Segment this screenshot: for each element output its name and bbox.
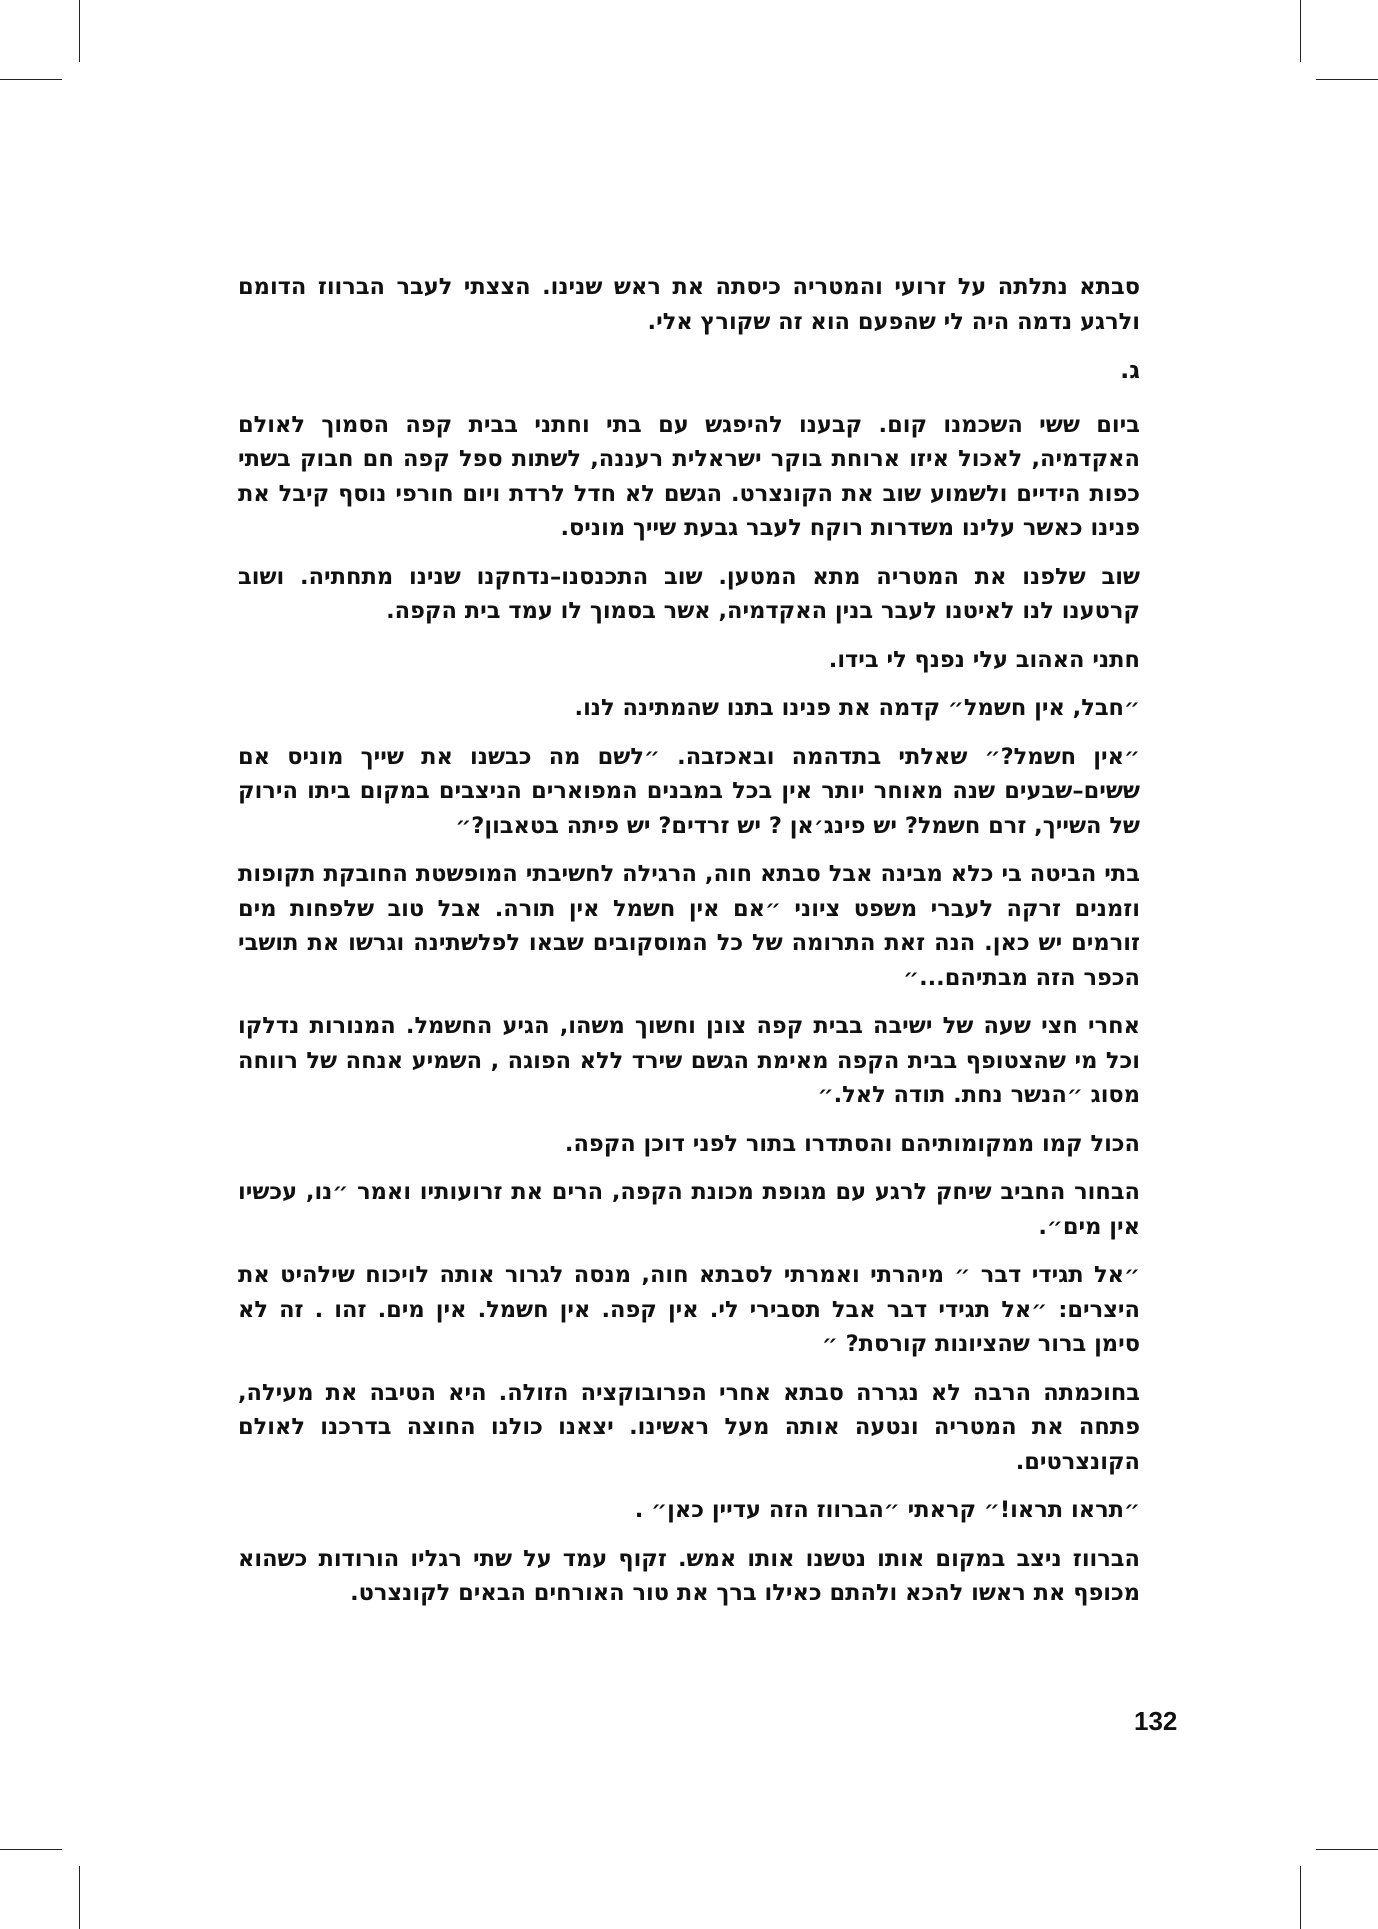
paragraph: ״תראו תראו!״ קראתי ״הברווז הזה עדיין כאן״ . bbox=[634, 1497, 1140, 1523]
paragraph: ביום ששי השכמנו קום. קבענו להיפגש עם בתי וחתני בבית קפה הסמוך לאולם האקדמיה, לאכול איזו ארוחת בוקר ישראלית רעננה, לשתות ספל קפה חם חבוק בשתי כפות הידיים ולשמוע שוב את הקונצרט. הגשם לא חדל לרדת ויום חורפי נוסף קיבל את פנינו כאשר עלינו משדרות רוקח לעבר גבעת שייך מוניס. bbox=[238, 411, 1140, 541]
paragraph: ״אין חשמל?״ שאלתי בתדהמה ובאכזבה. ״לשם מה כבשנו את שייך מוניס אם ששים–שבעים שנה מאוחר יותר אין בכל במבנים המפוארים הניצבים במקום ביתו הירוק של השייך, זרם חשמל? יש פינג׳אן ? יש זרדים? יש פיתה בטאבון?״ bbox=[238, 743, 1140, 839]
paragraph: ״אל תגידי דבר ״ מיהרתי ואמרתי לסבתא חוה, מנסה לגרור אותה לויכוח שילהיט את היצרים: ״אל תגידי דבר אבל תסבירי לי. אין קפה. אין חשמל. אין מים. זהו . זה לא סימן ברור שהציונות קורסת? ״ bbox=[238, 1262, 1140, 1357]
paragraph: בחוכמתה הרבה לא נגררה סבתא אחרי הפרובוקציה הזולה. היא הטיבה את מעילה, פתחה את המטריה ונטעה אותה מעל ראשינו. יצאנו כולנו החוצה בדרכנו לאולם הקונצרטים. bbox=[238, 1379, 1140, 1475]
crop-mark-bottom-left-vertical bbox=[79, 1866, 80, 1929]
section-heading: ג. bbox=[1120, 356, 1140, 384]
paragraph: שוב שלפנו את המטריה מתא המטען. שוב התכנסנו–נדחקנו שנינו מתחתיה. ושוב קרטענו לנו לאיטנו לעבר בנין האקדמיה, אשר בסמוך לו עמד בית הקפה. bbox=[238, 563, 1140, 624]
paragraph: בתי הביטה בי כלא מבינה אבל סבתא חוה, הרגילה לחשיבתי המופשטת החובקת תקופות וזמנים זרקה לעברי משפט ציוני ״אם אין חשמל אין תורה. אבל טוב שלפחות מים זורמים יש כאן. הנה זאת התרומה של כל המוסקובים שבאו לפלשתינה וגרשו את תושבי הכפר הזה מבתיהם...״ bbox=[238, 861, 1140, 991]
crop-mark-bottom-left-horizontal bbox=[0, 1849, 62, 1850]
crop-mark-top-right-vertical bbox=[1300, 0, 1301, 62]
crop-mark-bottom-right-horizontal bbox=[1316, 1849, 1378, 1850]
paragraph: חתני האהוב עלי נפנף לי בידו. bbox=[828, 646, 1140, 673]
paragraph: ״חבל, אין חשמל״ קדמה את פנינו בתנו שהמתינה לנו. bbox=[574, 695, 1140, 721]
crop-mark-top-left-vertical bbox=[79, 0, 80, 62]
paragraph: אחרי חצי שעה של ישיבה בבית קפה צונן וחשוך משהו, הגיע החשמל. המנורות נדלקו וכל מי שהצטופף בבית הקפה מאימת הגשם שירד ללא הפוגה , השמיע אנחה של רווחה מסוג ״הנשר נחת. תודה לאל.״ bbox=[238, 1013, 1140, 1108]
body-text bbox=[238, 270, 1140, 1625]
paragraph: הברווז ניצב במקום אותו נטשנו אותו אמש. זקוף עמד על שתי רגליו הורודות כשהוא מכופף את ראשו להכא ולהתם כאילו ברך את טור האורחים הבאים לקונצרט. bbox=[238, 1545, 1140, 1606]
crop-mark-top-right-horizontal bbox=[1316, 79, 1378, 80]
crop-mark-top-left-horizontal bbox=[0, 79, 62, 80]
paragraph: הבחור החביב שיחק לרגע עם מגופת מכונת הקפה, הרים את זרועותיו ואמר ״נו, עכשיו אין מים״. bbox=[238, 1179, 1140, 1240]
paragraph: הכול קמו ממקומותיהם והסתדרו בתור לפני דוכן הקפה. bbox=[564, 1130, 1140, 1157]
paragraph: סבתא נתלתה על זרועי והמטריה כיסתה את ראש שנינו. הצצתי לעבר הברווז הדומם ולרגע נדמה היה לי שהפעם הוא זה שקורץ אלי. bbox=[238, 274, 1140, 335]
page-number: 132 bbox=[1134, 1706, 1178, 1736]
crop-mark-bottom-right-vertical bbox=[1300, 1866, 1301, 1929]
